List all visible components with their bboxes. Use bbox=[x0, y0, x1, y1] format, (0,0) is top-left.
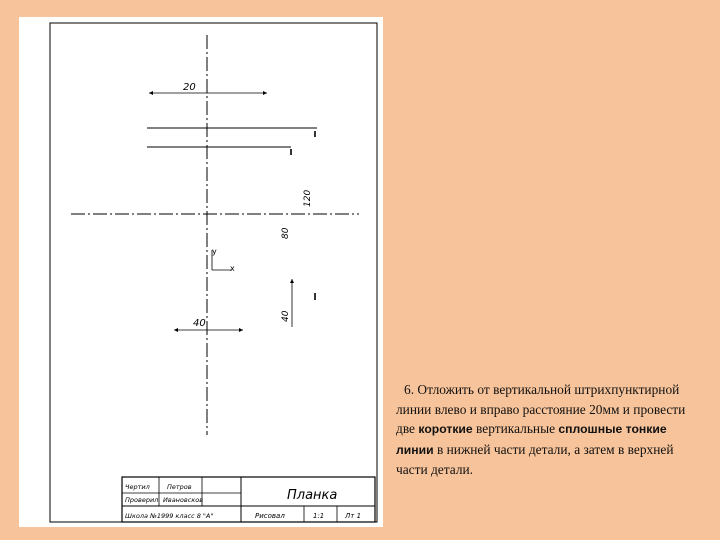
title-block-scale: 1:1 bbox=[313, 512, 325, 520]
title-block-role-1: Чертил bbox=[125, 483, 150, 491]
right-top-dimension-label: 120 bbox=[303, 189, 313, 207]
title-block-title: Планка bbox=[287, 488, 338, 503]
instruction-bold-1: короткие bbox=[418, 422, 473, 437]
instruction-part-3: в нижней части детали, а затем в верхней части детали. bbox=[396, 441, 674, 478]
bottom-dimension-label: 40 bbox=[193, 318, 206, 329]
instruction-text bbox=[396, 380, 696, 480]
y-axis-label: y bbox=[212, 247, 217, 256]
title-block-role-2: Проверил bbox=[125, 496, 159, 504]
title-block-name-2: Ивановсков bbox=[163, 496, 204, 504]
right-bottom-dimension-label: 40 bbox=[281, 310, 291, 322]
top-dimension-label: 20 bbox=[183, 82, 196, 93]
x-axis-label: x bbox=[230, 264, 235, 273]
technical-drawing bbox=[19, 17, 383, 527]
title-block-name-1: Петров bbox=[167, 483, 192, 491]
instruction-part-1: Отложить от вертикальной штрихпунктирной линии влево и вправо расстояние 20мм и провести две bbox=[396, 382, 686, 437]
instruction-bold-2: сплошные тонкие линии bbox=[396, 422, 667, 457]
right-middle-dimension-label: 80 bbox=[281, 227, 291, 239]
title-block-material: Рисовал bbox=[255, 512, 285, 520]
sheet-frame bbox=[50, 23, 377, 522]
step-number: 6. bbox=[404, 382, 415, 397]
instruction-part-2: вертикальные bbox=[476, 421, 556, 437]
title-block-sheet: Лт 1 bbox=[345, 512, 362, 520]
title-block-school: Школа №1999 класс 8 "А" bbox=[125, 512, 214, 520]
drawing-sheet bbox=[19, 17, 383, 527]
